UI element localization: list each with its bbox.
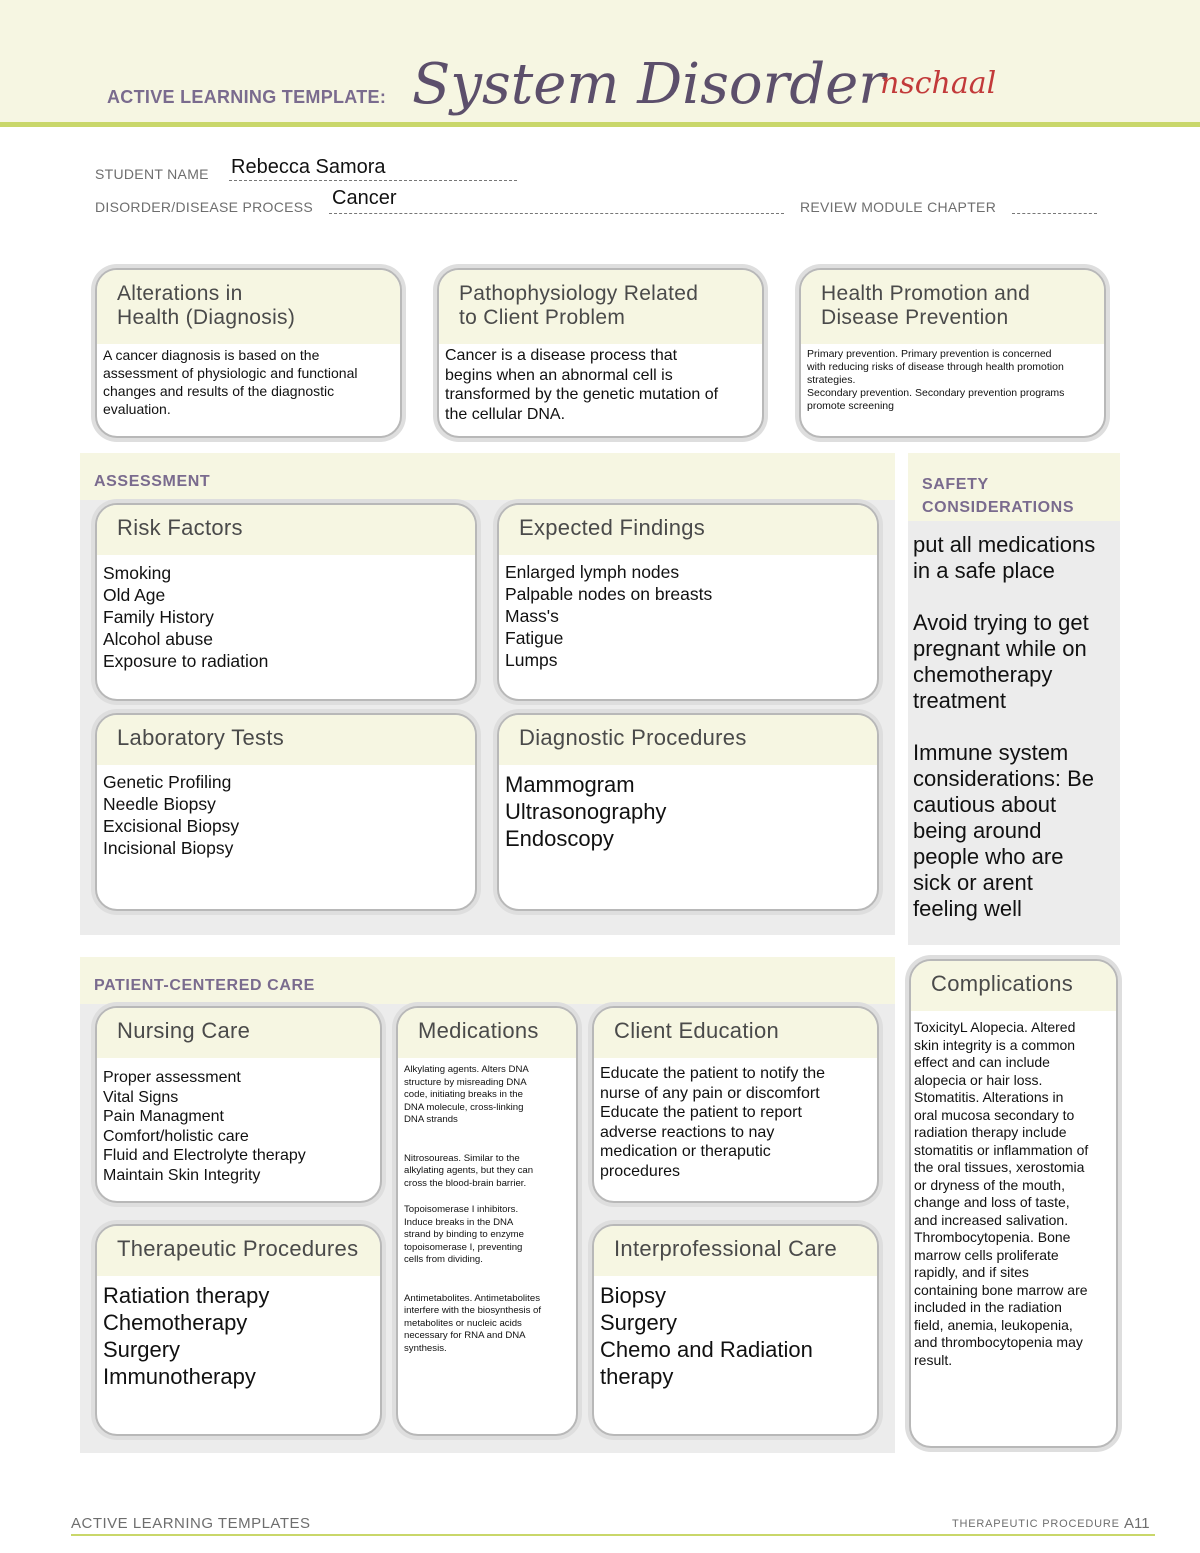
- pathophysiology-title: Pathophysiology Related to Client Problem: [439, 270, 762, 344]
- medication-line: strand by binding to enzyme: [404, 1229, 524, 1240]
- client-education-item: adverse reactions to nay: [600, 1123, 775, 1141]
- footer-rule: [71, 1534, 1155, 1536]
- alterations-line: evaluation.: [103, 401, 171, 417]
- interprofessional-care-item: therapy: [600, 1364, 674, 1389]
- disorder-label: DISORDER/DISEASE PROCESS: [95, 199, 314, 215]
- medication-line: Induce breaks in the DNA: [404, 1216, 514, 1228]
- diagnostic-procedures-card: [497, 713, 879, 911]
- expected-findings-card: [497, 503, 879, 701]
- complication-line: included in the radiation: [914, 1299, 1062, 1315]
- alterations-line: changes and results of the diagnostic: [103, 383, 335, 399]
- page-number: A11: [1124, 1515, 1150, 1532]
- therapeutic-procedure-item: Chemotherapy: [103, 1310, 248, 1335]
- nursing-care-item: Comfort/holistic care: [103, 1127, 249, 1145]
- medication-line: synthesis.: [404, 1342, 447, 1354]
- client-education-card: [592, 1006, 879, 1203]
- complication-line: effect and can include: [914, 1054, 1050, 1070]
- interprofessional-care-title: Interprofessional Care: [594, 1226, 877, 1276]
- health-promotion-line: promote screening: [807, 400, 894, 412]
- footer-left-label: ACTIVE LEARNING TEMPLATES: [71, 1515, 311, 1532]
- medication-line: structure by misreading DNA: [404, 1076, 527, 1088]
- safety-title: SAFETY CONSIDERATIONS: [922, 476, 1075, 516]
- medication-line: code, initiating breaks in the: [404, 1089, 523, 1100]
- medication-line: cells from dividing.: [404, 1254, 483, 1265]
- diagnostic-procedure-item: Endoscopy: [505, 826, 614, 851]
- laboratory-tests-title: Laboratory Tests: [97, 715, 475, 765]
- complication-line: alopecia or hair loss.: [914, 1071, 1043, 1088]
- lab-test-item: Needle Biopsy: [103, 794, 216, 814]
- medication-line: cross the blood-brain barrier.: [404, 1177, 527, 1189]
- risk-factors-card: [95, 503, 477, 701]
- expected-finding-item: Enlarged lymph nodes: [505, 562, 680, 582]
- risk-factor-item: Alcohol abuse: [103, 629, 213, 649]
- alterations-line: A cancer diagnosis is based on the: [103, 347, 320, 363]
- complication-line: containing bone marrow are: [914, 1281, 1088, 1298]
- medication-line: Topoisomerase I inhibitors.: [404, 1204, 519, 1215]
- pathophysiology-line: begins when an abnormal cell is: [445, 366, 673, 384]
- complication-line: or dryness of the mouth,: [914, 1176, 1065, 1193]
- lab-test-item: Genetic Profiling: [103, 772, 232, 792]
- expected-finding-item: Palpable nodes on breasts: [505, 584, 713, 604]
- medication-line: Alkylating agents. Alters DNA: [404, 1064, 529, 1075]
- interprofessional-care-card: [592, 1224, 879, 1436]
- interprofessional-care-item: Biopsy: [600, 1283, 667, 1308]
- complication-line: stomatitis or inflammation of: [914, 1141, 1089, 1158]
- template-prefix: ACTIVE LEARNING TEMPLATE:: [107, 87, 387, 107]
- medication-line: DNA strands: [404, 1114, 458, 1125]
- complication-line: change and loss of taste,: [914, 1194, 1070, 1210]
- interprofessional-care-item: Chemo and Radiation: [600, 1337, 813, 1362]
- disorder-field[interactable]: Cancer: [332, 187, 397, 209]
- complication-line: field, anemia, leukopenia,: [914, 1316, 1073, 1333]
- medication-line: alkylating agents, but they can: [404, 1165, 534, 1176]
- expected-finding-item: Fatigue: [505, 628, 564, 648]
- complication-line: and thrombocytopenia may: [914, 1334, 1083, 1350]
- therapeutic-procedure-item: Immunotherapy: [103, 1364, 256, 1389]
- student-name-line: [229, 180, 517, 181]
- review-module-label: REVIEW MODULE CHAPTER: [800, 199, 997, 215]
- complication-line: ToxicityL Alopecia. Altered: [914, 1019, 1076, 1035]
- nursing-care-item: Pain Managment: [103, 1108, 224, 1125]
- therapeutic-procedures-title: Therapeutic Procedures: [97, 1226, 380, 1276]
- complication-line: radiation therapy include: [914, 1124, 1067, 1140]
- client-education-title: Client Education: [594, 1008, 877, 1058]
- nursing-care-item: Fluid and Electrolyte therapy: [103, 1147, 306, 1164]
- diagnostic-procedures-title: Diagnostic Procedures: [499, 715, 877, 765]
- complication-line: skin integrity is a common: [914, 1036, 1076, 1053]
- risk-factors-title: Risk Factors: [97, 505, 475, 555]
- student-name-field[interactable]: Rebecca Samora: [231, 156, 386, 178]
- alterations-title: Alterations in Health (Diagnosis): [97, 270, 400, 344]
- nursing-care-item: Maintain Skin Integrity: [103, 1166, 261, 1184]
- therapeutic-procedure-item: Surgery: [103, 1337, 181, 1362]
- assessment-title: ASSESSMENT: [94, 473, 211, 490]
- complication-line: result.: [914, 1351, 953, 1368]
- complication-line: marrow cells proliferate: [914, 1246, 1059, 1263]
- client-education-item: medication or theraputic: [600, 1143, 771, 1160]
- risk-factor-item: Old Age: [103, 585, 166, 605]
- therapeutic-procedures-card: [95, 1224, 382, 1436]
- handwritten-signature: nschaal: [880, 66, 997, 101]
- alterations-line: assessment of physiologic and functional: [103, 365, 358, 381]
- nursing-care-item: Vital Signs: [103, 1088, 179, 1106]
- interprofessional-care-item: Surgery: [600, 1310, 678, 1335]
- alterations-card: [95, 268, 402, 438]
- pathophysiology-line: transformed by the genetic mutation of: [445, 386, 719, 403]
- complication-line: rapidly, and if sites: [914, 1264, 1029, 1280]
- diagnostic-procedure-item: Mammogram: [505, 772, 635, 797]
- complications-title: Complications: [911, 961, 1116, 1011]
- client-education-item: nurse of any pain or discomfort: [600, 1084, 820, 1102]
- expected-findings-title: Expected Findings: [499, 505, 877, 555]
- client-education-item: procedures: [600, 1162, 681, 1180]
- medications-card: [396, 1006, 578, 1436]
- medication-line: necessary for RNA and DNA: [404, 1330, 526, 1341]
- nursing-care-item: Proper assessment: [103, 1069, 241, 1086]
- health-promotion-title: Health Promotion and Disease Prevention: [801, 270, 1104, 344]
- health-promotion-line: Secondary prevention. Secondary prevention programs: [807, 387, 1065, 399]
- medications-title: Medications: [398, 1008, 576, 1058]
- complication-line: the oral tissues, xerostomia: [914, 1159, 1085, 1175]
- client-education-item: Educate the patient to report: [600, 1104, 802, 1121]
- lab-test-item: Excisional Biopsy: [103, 816, 240, 836]
- health-promotion-line: with reducing risks of disease through health promotion: [807, 361, 1064, 373]
- nursing-care-title: Nursing Care: [97, 1008, 380, 1058]
- risk-factor-item: Exposure to radiation: [103, 651, 269, 671]
- health-promotion-card: [799, 268, 1106, 438]
- safety-considerations-text: put all medications in a safe place Avoid trying to get pregnant while on chemotherapy treatment Immune system considerations: Be cautious about being around people who are sick or arent feeling well: [913, 532, 1096, 921]
- pathophysiology-line: the cellular DNA.: [445, 405, 566, 423]
- expected-finding-item: Lumps: [505, 650, 558, 670]
- health-promotion-line: Primary prevention. Primary prevention is concerned: [807, 348, 1052, 360]
- header-rule: [0, 122, 1200, 127]
- review-module-field[interactable]: [1012, 213, 1097, 214]
- complication-line: and increased salivation.: [914, 1211, 1069, 1228]
- complications-card: [909, 959, 1118, 1448]
- patient-care-title: PATIENT-CENTERED CARE: [94, 977, 315, 994]
- risk-factor-item: Smoking: [103, 563, 172, 583]
- medication-line: interfere with the biosynthesis of: [404, 1305, 542, 1316]
- medication-line: Nitrosoureas. Similar to the: [404, 1152, 520, 1164]
- medication-line: Antimetabolites. Antimetabolites: [404, 1292, 540, 1304]
- lab-test-item: Incisional Biopsy: [103, 838, 234, 858]
- medication-line: metabolites or nucleic acids: [404, 1317, 522, 1329]
- client-education-item: Educate the patient to notify the: [600, 1065, 826, 1082]
- medication-line: topoisomerase I, preventing: [404, 1241, 523, 1253]
- health-promotion-line: strategies.: [807, 374, 856, 386]
- footer-right-label: THERAPEUTIC PROCEDURE: [952, 1518, 1120, 1530]
- pathophysiology-line: Cancer is a disease process that: [445, 347, 678, 364]
- complication-line: Thrombocytopenia. Bone: [914, 1229, 1071, 1245]
- expected-finding-item: Mass's: [505, 606, 559, 626]
- nursing-care-card: [95, 1006, 382, 1203]
- diagnostic-procedure-item: Ultrasonography: [505, 799, 667, 824]
- complication-line: Stomatitis. Alterations in: [914, 1089, 1064, 1105]
- pathophysiology-card: [437, 268, 764, 438]
- complication-line: oral mucosa secondary to: [914, 1106, 1075, 1123]
- laboratory-tests-card: [95, 713, 477, 911]
- disorder-line: [329, 213, 784, 214]
- template-title: System Disorder: [412, 52, 886, 117]
- risk-factor-item: Family History: [103, 607, 214, 627]
- student-name-label: STUDENT NAME: [95, 166, 209, 182]
- therapeutic-procedure-item: Ratiation therapy: [103, 1283, 270, 1308]
- medication-line: DNA molecule, cross-linking: [404, 1101, 524, 1113]
